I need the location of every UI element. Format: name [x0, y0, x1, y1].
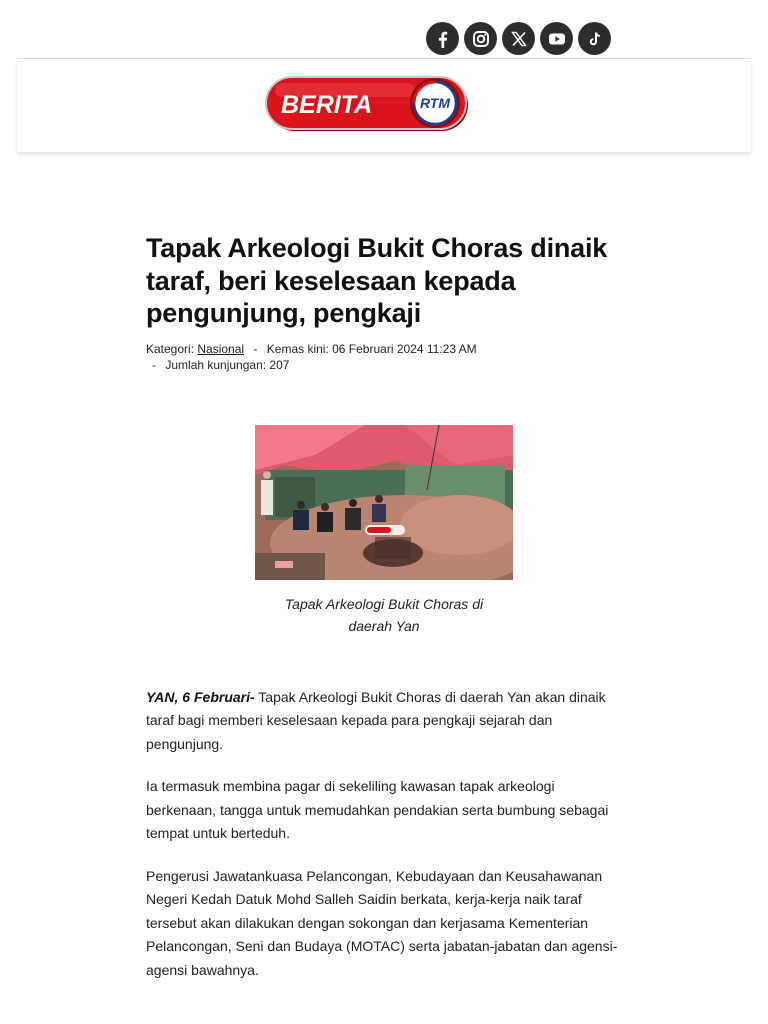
- updated-timestamp: Kemas kini: 06 Februari 2024 11:23 AM: [266, 341, 477, 356]
- category-label: Kategori:: [146, 341, 195, 356]
- article: [146, 232, 622, 1001]
- article-meta: [146, 341, 622, 374]
- paragraph-text: Tapak Arkeologi Bukit Choras di daerah Yan akan dinaik taraf bagi memberi keselesaan kepada para pengkaji sejarah dan pengunjung.: [146, 688, 606, 752]
- image-caption: Tapak Arkeologi Bukit Choras di daerah Yan: [284, 595, 484, 634]
- site-header: [17, 59, 751, 152]
- youtube-icon[interactable]: [540, 22, 573, 55]
- berita-rtm-logo[interactable]: [265, 75, 473, 135]
- article-title: Tapak Arkeologi Bukit Choras dinaik taraf, beri keselesaan kepada pengunjung, pengkaji: [146, 233, 608, 328]
- social-links: [426, 22, 611, 55]
- tiktok-icon[interactable]: [578, 22, 611, 55]
- facebook-icon[interactable]: [426, 22, 459, 55]
- article-figure: [146, 425, 622, 638]
- paragraph: [146, 686, 622, 757]
- x-icon[interactable]: [502, 22, 535, 55]
- meta-separator: -: [152, 358, 156, 372]
- visit-count: Jumlah kunjungan: 207: [165, 358, 290, 372]
- article-photo[interactable]: [255, 425, 513, 580]
- instagram-icon[interactable]: [464, 22, 497, 55]
- paragraph: Pengerusi Jawatankuasa Pelancongan, Kebudayaan dan Keusahawanan Negeri Kedah Datuk Mohd Salleh Saidin berkata, kerja-kerja naik taraf tersebut akan dilakukan dengan sokongan dan kerjasama Kementerian Pelancongan, Seni dan Budaya (MOTAC) serta jabatan-jabatan dan agensi-agensi bawahnya.: [146, 867, 618, 978]
- article-body: [146, 686, 622, 983]
- dateline: YAN, 6 Februari-: [146, 688, 255, 705]
- meta-separator: -: [253, 341, 258, 356]
- logo-mark-text: RTM: [419, 95, 451, 111]
- category-link[interactable]: Nasional: [197, 341, 245, 356]
- logo-brand-text: BERITA: [281, 91, 373, 119]
- paragraph: Ia termasuk membina pagar di sekeliling kawasan tapak arkeologi berkenaan, tangga untuk memudahkan pendakian serta bumbung sebagai tempat untuk berteduh.: [146, 778, 609, 841]
